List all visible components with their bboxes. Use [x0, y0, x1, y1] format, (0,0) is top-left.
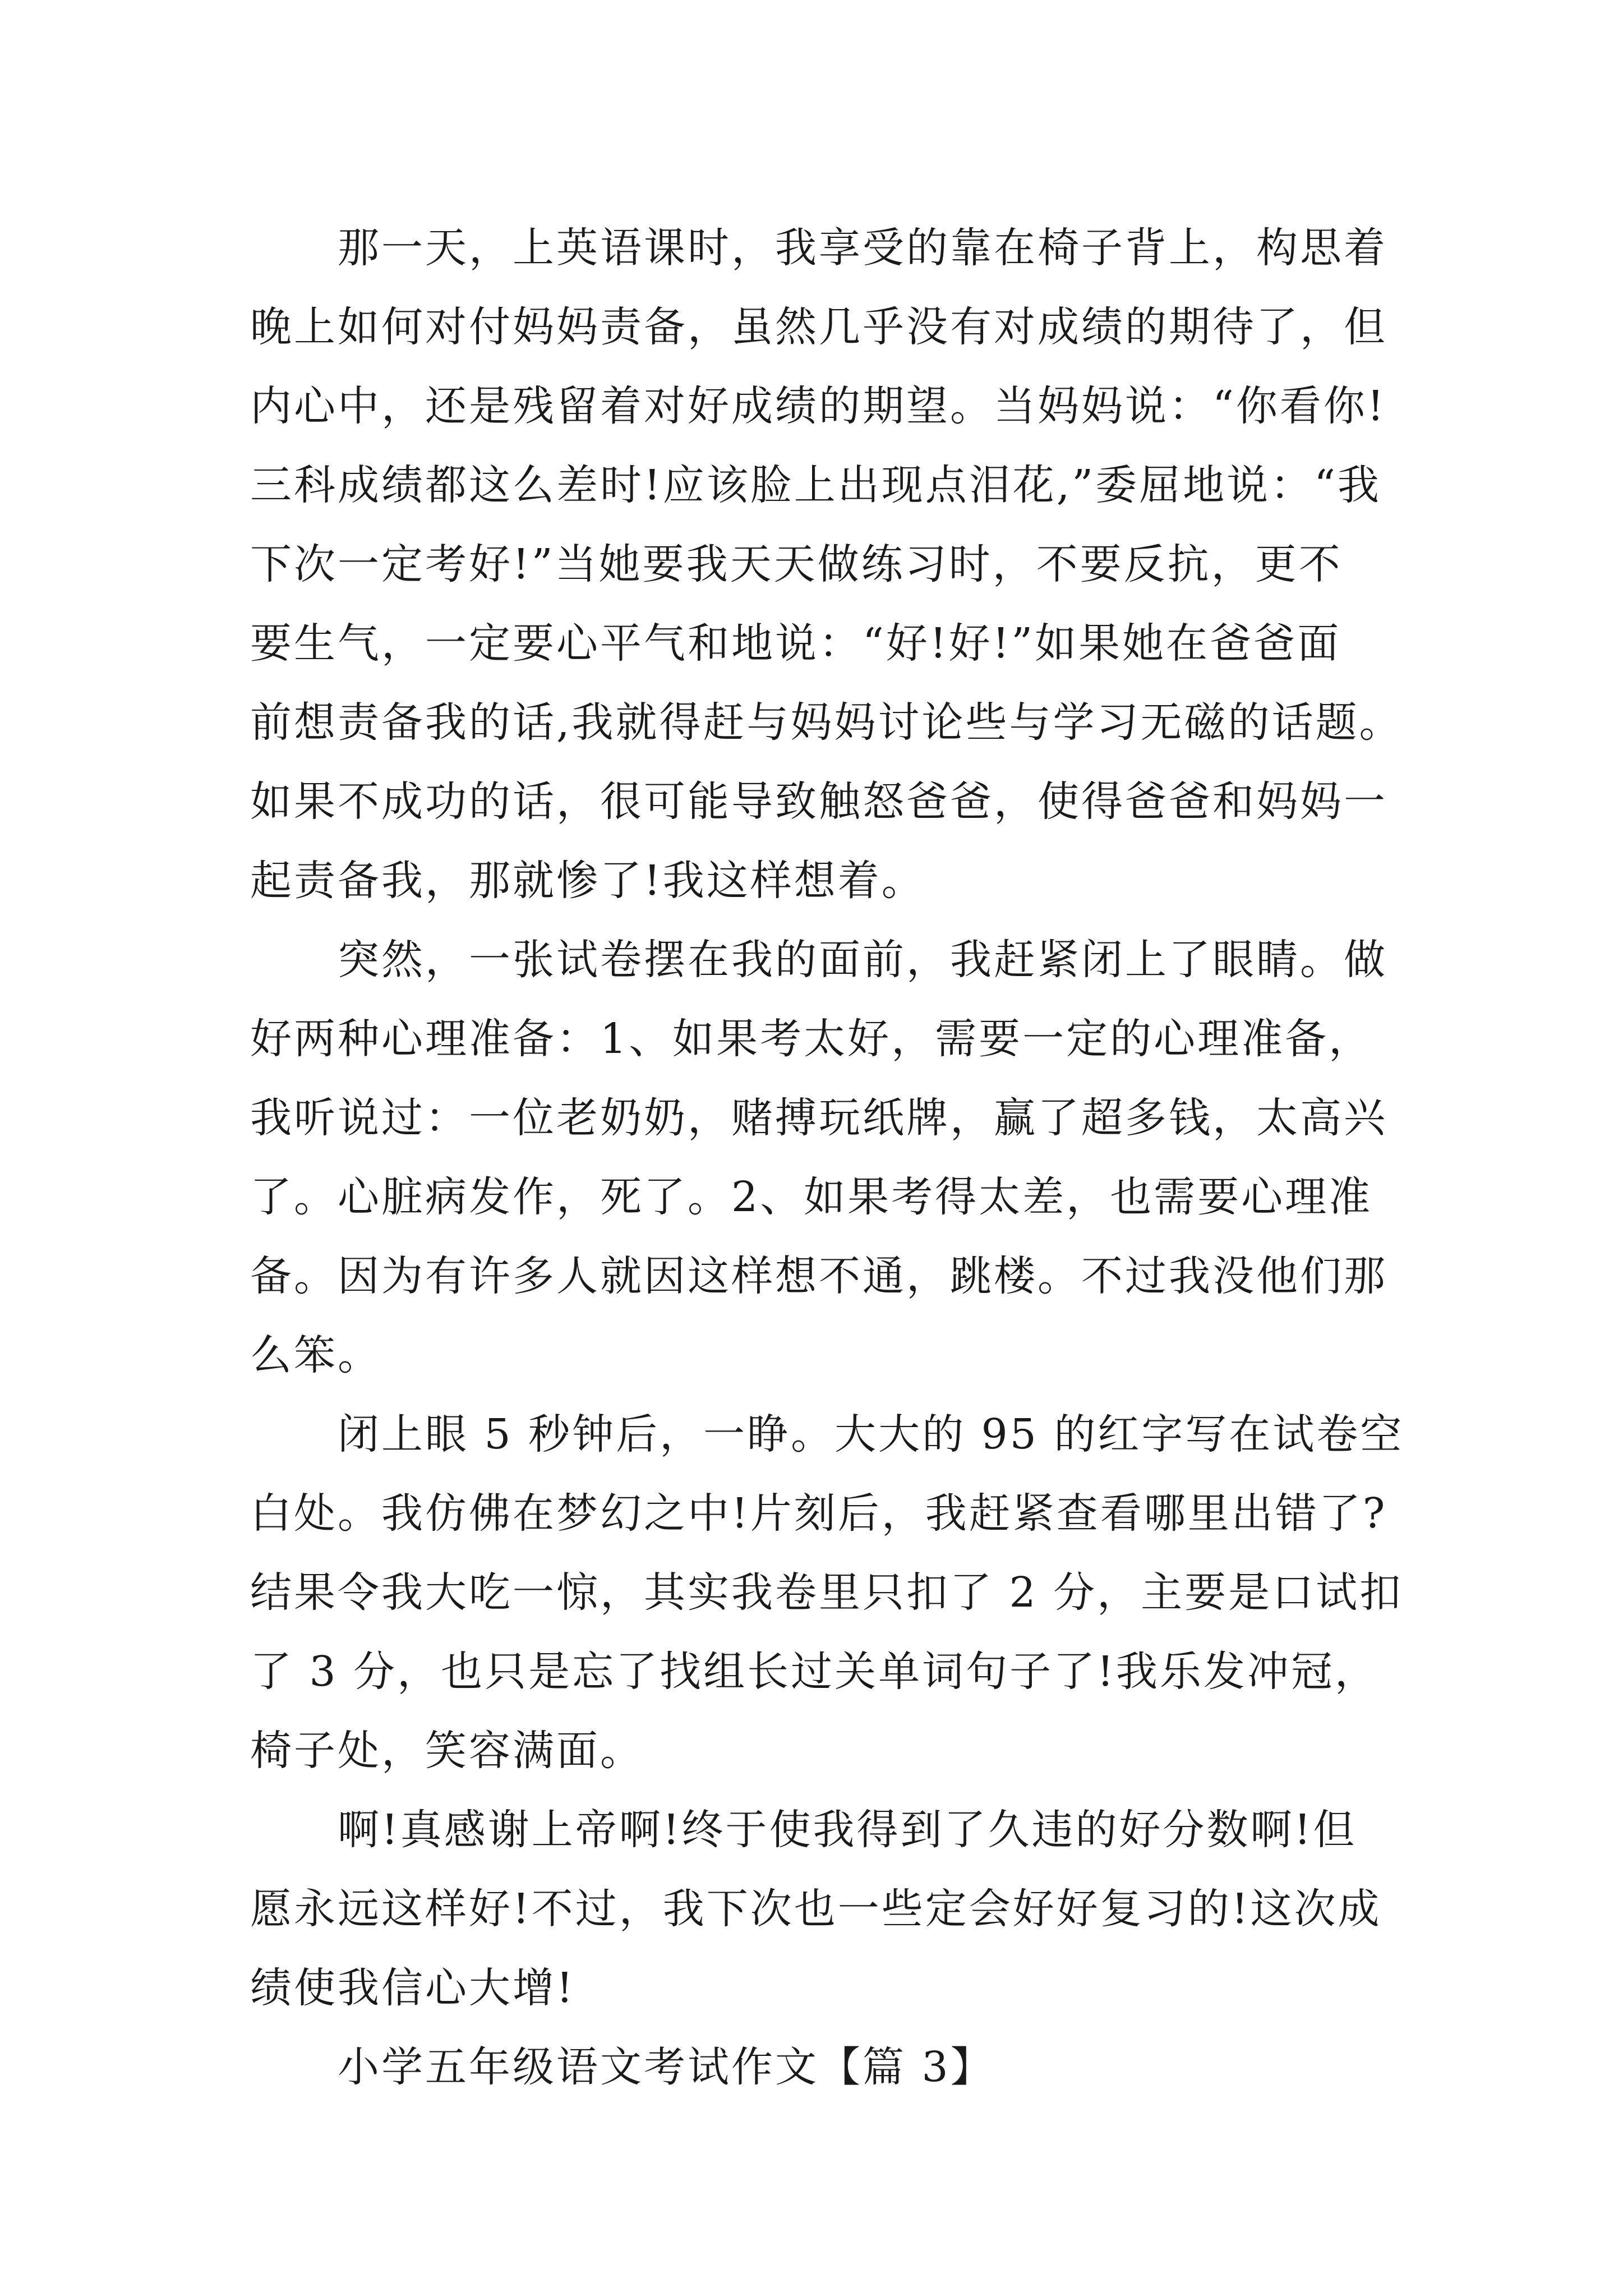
text-line: 了 3 分，也只是忘了找组长过关单词句子了!我乐发冲冠， [250, 1648, 1378, 1696]
text-line: 内心中，还是残留着对好成绩的期望。当妈妈说：“你看你! [250, 382, 1386, 430]
text-line: 么笨。 [250, 1331, 381, 1379]
text-line: 椅子处，笑容满面。 [250, 1727, 644, 1775]
text-line: 前想责备我的话,我就得赶与妈妈讨论些与学习无磁的话题。 [250, 698, 1403, 747]
text-line: 我听说过：一位老奶奶，赌搏玩纸牌，赢了超多钱，太高兴 [250, 1094, 1387, 1142]
section-heading: 小学五年级语文考试作文【篇 3】 [338, 2043, 994, 2091]
text-line: 下次一定考好!”当她要我天天做练习时，不要反抗，更不 [250, 540, 1343, 588]
text-line: 晚上如何对付妈妈责备，虽然几乎没有对成绩的期待了，但 [250, 303, 1387, 351]
text-line: 突然，一张试卷摆在我的面前，我赶紧闭上了眼睛。做 [338, 936, 1387, 984]
document-body [250, 209, 1404, 2107]
paragraph-4 [250, 1791, 1383, 2028]
text-line: 要生气，一定要心平气和地说：“好!好!”如果她在爸爸面 [250, 619, 1341, 668]
text-line: 起责备我，那就惨了!我这样想着。 [250, 857, 925, 905]
paragraph-2 [250, 921, 1387, 1395]
text-line: 如果不成功的话，很可能导致触怒爸爸，使得爸爸和妈妈一 [250, 777, 1387, 826]
text-line: 备。因为有许多人就因这样想不通，跳楼。不过我没他们那 [250, 1252, 1387, 1300]
text-line: 绩使我信心大增! [250, 1964, 575, 2012]
text-line: 好两种心理准备：1、如果考太好，需要一定的心理准备， [250, 1015, 1373, 1063]
text-line: 那一天，上英语课时，我享受的靠在椅子背上，构思着 [338, 224, 1387, 272]
text-line: 啊!真感谢上帝啊!终于使我得到了久违的好分数啊!但 [338, 1806, 1357, 1854]
text-line: 结果令我大吃一惊，其实我卷里只扣了 2 分，主要是口试扣 [250, 1568, 1404, 1617]
text-line: 闭上眼 5 秒钟后，一睁。大大的 95 的红字写在试卷空 [338, 1410, 1404, 1458]
text-line: 白处。我仿佛在梦幻之中!片刻后，我赶紧查看哪里出错了? [250, 1489, 1387, 1538]
paragraph-1 [250, 209, 1403, 921]
text-line: 了。心脏病发作，死了。2、如果考得太差，也需要心理准 [250, 1173, 1373, 1221]
paragraph-3 [250, 1395, 1404, 1791]
text-line: 愿永远这样好!不过，我下次也一些定会好好复习的!这次成 [250, 1885, 1382, 1933]
text-line: 三科成绩都这么差时!应该脸上出现点泪花,”委屈地说：“我 [250, 461, 1381, 509]
